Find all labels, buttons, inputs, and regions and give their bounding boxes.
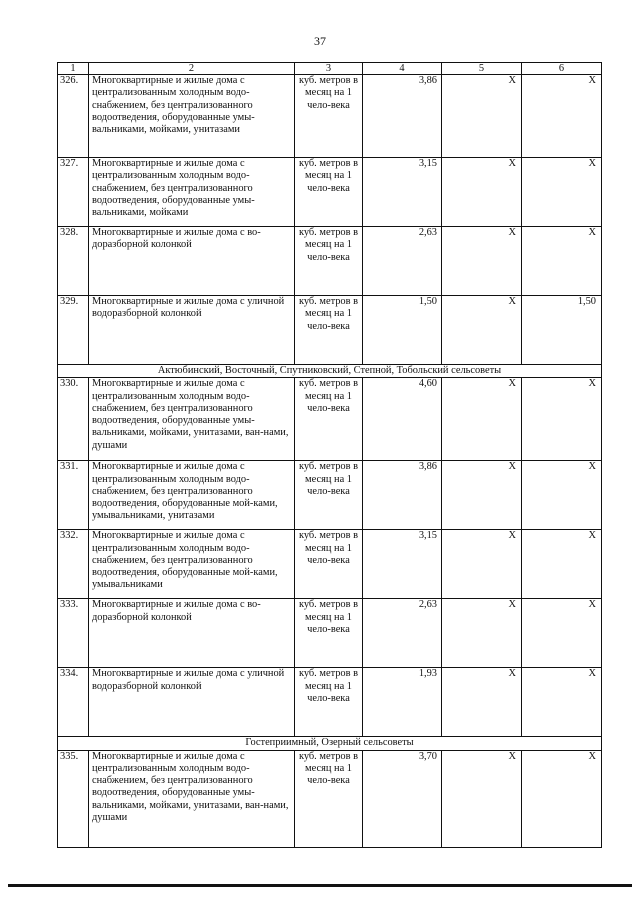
row-description: Многоквартирные и жилые дома с централизованным холодным водо-снабжением, без централизованного водоотведения, оборудованные умы-вальниками, мойками, унитазами, ван-нами, душами: [89, 378, 295, 461]
page-number: 37: [314, 34, 326, 48]
row-unit: куб. метров в месяц на 1 чело-века: [295, 599, 363, 668]
section-row: [58, 365, 602, 378]
row-description: Многоквартирные и жилые дома с во-доразборной колонкой: [89, 599, 295, 668]
row-value-5: Х: [442, 75, 522, 158]
row-norm-value: 3,70: [363, 750, 442, 847]
row-description: Многоквартирные и жилые дома с во-доразборной колонкой: [89, 227, 295, 296]
row-value-6: 1,50: [522, 296, 602, 365]
row-value-6: Х: [522, 75, 602, 158]
column-header: 3: [295, 63, 363, 75]
row-value-5: Х: [442, 296, 522, 365]
row-value-5: Х: [442, 599, 522, 668]
row-unit: куб. метров в месяц на 1 чело-века: [295, 296, 363, 365]
row-number: 331.: [58, 461, 89, 530]
row-value-5: Х: [442, 378, 522, 461]
row-norm-value: 1,50: [363, 296, 442, 365]
table-row: [58, 158, 602, 227]
row-unit: куб. метров в месяц на 1 чело-века: [295, 378, 363, 461]
column-header: 2: [89, 63, 295, 75]
table-row: [58, 227, 602, 296]
page-bottom-rule: [8, 884, 632, 887]
row-norm-value: 3,86: [363, 75, 442, 158]
row-description: Многоквартирные и жилые дома с централизованным холодным водо-снабжением, без централизованного водоотведения, оборудованные мой-ками, умывальниками: [89, 530, 295, 599]
row-value-6: Х: [522, 668, 602, 737]
row-unit: куб. метров в месяц на 1 чело-века: [295, 158, 363, 227]
column-header: 1: [58, 63, 89, 75]
section-row: [58, 737, 602, 750]
row-value-6: Х: [522, 227, 602, 296]
row-value-5: Х: [442, 668, 522, 737]
row-norm-value: 3,86: [363, 461, 442, 530]
row-description: Многоквартирные и жилые дома с уличной водоразборной колонкой: [89, 296, 295, 365]
row-unit: куб. метров в месяц на 1 чело-века: [295, 461, 363, 530]
table-row: [58, 668, 602, 737]
table-row: [58, 599, 602, 668]
row-number: 334.: [58, 668, 89, 737]
row-unit: куб. метров в месяц на 1 чело-века: [295, 75, 363, 158]
row-norm-value: 3,15: [363, 158, 442, 227]
column-header: 4: [363, 63, 442, 75]
row-description: Многоквартирные и жилые дома с централизованным холодным водо-снабжением, без централизованного водоотведения, оборудованные умы-вальниками, мойками, унитазами, ван-нами, душами: [89, 750, 295, 847]
row-value-6: Х: [522, 599, 602, 668]
row-number: 327.: [58, 158, 89, 227]
row-description: Многоквартирные и жилые дома с уличной водоразборной колонкой: [89, 668, 295, 737]
row-number: 328.: [58, 227, 89, 296]
row-value-6: Х: [522, 750, 602, 847]
row-value-6: Х: [522, 158, 602, 227]
table-row: [58, 461, 602, 530]
row-norm-value: 3,15: [363, 530, 442, 599]
row-value-5: Х: [442, 530, 522, 599]
table-row: [58, 530, 602, 599]
table-row: [58, 750, 602, 847]
row-value-5: Х: [442, 461, 522, 530]
row-description: Многоквартирные и жилые дома с централизованным холодным водо-снабжением, без централизованного водоотведения, оборудованные мой-ками, умывальниками, унитазами: [89, 461, 295, 530]
column-header: 6: [522, 63, 602, 75]
row-value-5: Х: [442, 227, 522, 296]
norms-table: [57, 62, 602, 848]
table-row: [58, 75, 602, 158]
table-row: [58, 296, 602, 365]
row-norm-value: 2,63: [363, 599, 442, 668]
header-row: [58, 63, 602, 75]
row-number: 330.: [58, 378, 89, 461]
column-header: 5: [442, 63, 522, 75]
row-number: 332.: [58, 530, 89, 599]
row-unit: куб. метров в месяц на 1 чело-века: [295, 668, 363, 737]
row-description: Многоквартирные и жилые дома с централизованным холодным водо-снабжением, без централизованного водоотведения, оборудованные умы-вальниками, мойками, унитазами: [89, 75, 295, 158]
row-number: 329.: [58, 296, 89, 365]
section-title: Актюбинский, Восточный, Спутниковский, Степной, Тобольский сельсоветы: [58, 365, 602, 378]
row-value-5: Х: [442, 750, 522, 847]
row-unit: куб. метров в месяц на 1 чело-века: [295, 530, 363, 599]
row-norm-value: 2,63: [363, 227, 442, 296]
section-title: Гостеприимный, Озерный сельсоветы: [58, 737, 602, 750]
table-row: [58, 378, 602, 461]
row-number: 326.: [58, 75, 89, 158]
row-value-6: Х: [522, 530, 602, 599]
row-number: 335.: [58, 750, 89, 847]
row-norm-value: 4,60: [363, 378, 442, 461]
row-value-6: Х: [522, 461, 602, 530]
row-value-5: Х: [442, 158, 522, 227]
row-value-6: Х: [522, 378, 602, 461]
row-number: 333.: [58, 599, 89, 668]
row-unit: куб. метров в месяц на 1 чело-века: [295, 750, 363, 847]
row-unit: куб. метров в месяц на 1 чело-века: [295, 227, 363, 296]
row-description: Многоквартирные и жилые дома с централизованным холодным водо-снабжением, без централизованного водоотведения, оборудованные умы-вальниками, мойками: [89, 158, 295, 227]
row-norm-value: 1,93: [363, 668, 442, 737]
